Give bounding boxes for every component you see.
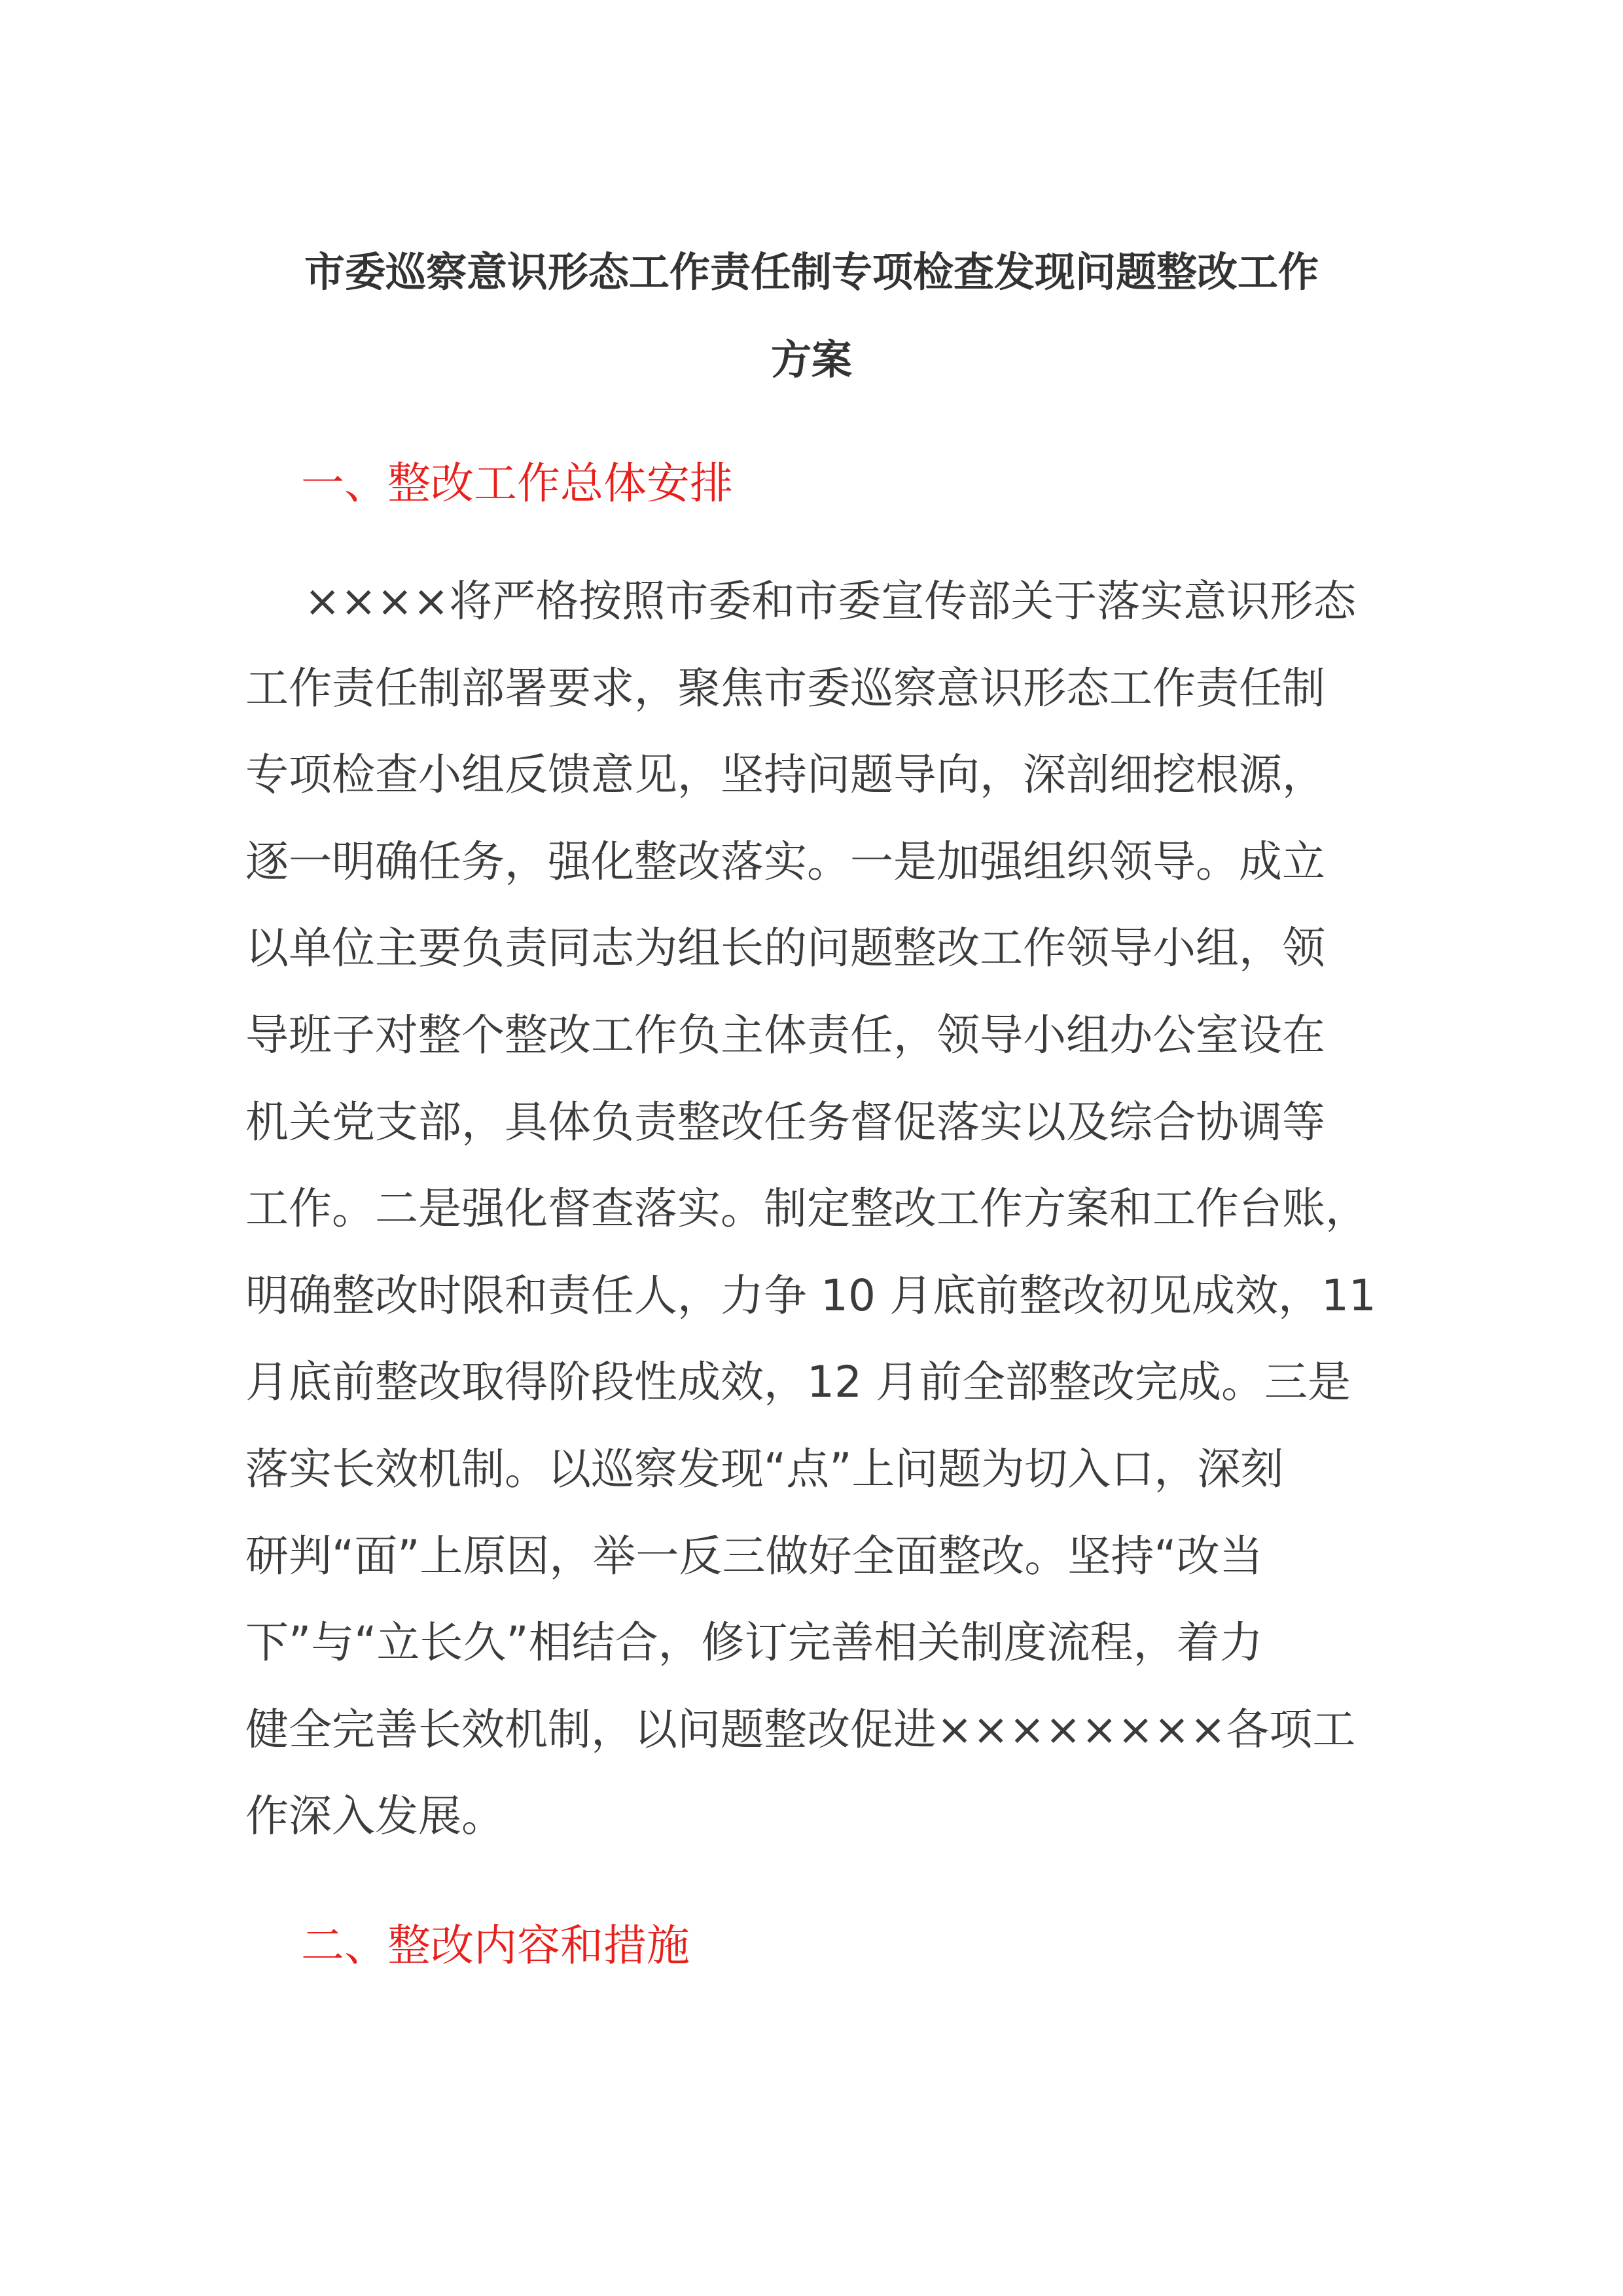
section-1-paragraph — [245, 576, 1384, 1882]
paragraph-line: 专项检查小组反馈意见，坚持问题导向，深剖细挖根源， — [245, 749, 1325, 800]
paragraph-line: 落实长效机制。以巡察发现“点”上问题为切入口，深刻 — [245, 1443, 1284, 1494]
section-heading-1: 一、整改工作总体安排 — [301, 458, 733, 509]
paragraph-line: 研判“面”上原因，举一反三做好全面整改。坚持“改当 — [245, 1530, 1263, 1581]
document-title-line-2: 方案 — [770, 336, 852, 384]
paragraph-line: 月底前整改取得阶段性成效，12 月前全部整改完成。三是 — [245, 1357, 1351, 1408]
paragraph-line: 机关党支部，具体负责整改任务督促落实以及综合协调等 — [245, 1096, 1325, 1147]
paragraph-line: 健全完善长效机制，以问题整改促进××××××××各项工 — [245, 1704, 1356, 1755]
section-heading-2: 二、整改内容和措施 — [301, 1920, 690, 1971]
document-title-line-1: 市委巡察意识形态工作责任制专项检查发现问题整改工作 — [304, 248, 1319, 296]
paragraph-line: 以单位主要负责同志为组长的问题整改工作领导小组，领 — [245, 923, 1325, 974]
paragraph-line: ××××将严格按照市委和市委宣传部关于落实意识形态 — [304, 576, 1357, 626]
paragraph-line: 明确整改时限和责任人，力争 10 月底前整改初见成效，11 — [245, 1270, 1376, 1321]
paragraph-line: 作深入发展。 — [245, 1791, 505, 1842]
paragraph-line: 下”与“立长久”相结合，修订完善相关制度流程，着力 — [245, 1617, 1263, 1668]
paragraph-line: 逐一明确任务，强化整改落实。一是加强组织领导。成立 — [245, 836, 1325, 887]
paragraph-line: 导班子对整个整改工作负主体责任，领导小组办公室设在 — [245, 1009, 1325, 1060]
paragraph-line: 工作责任制部署要求，聚焦市委巡察意识形态工作责任制 — [245, 662, 1325, 713]
paragraph-line: 工作。二是强化督查落实。制定整改工作方案和工作台账， — [245, 1183, 1368, 1234]
